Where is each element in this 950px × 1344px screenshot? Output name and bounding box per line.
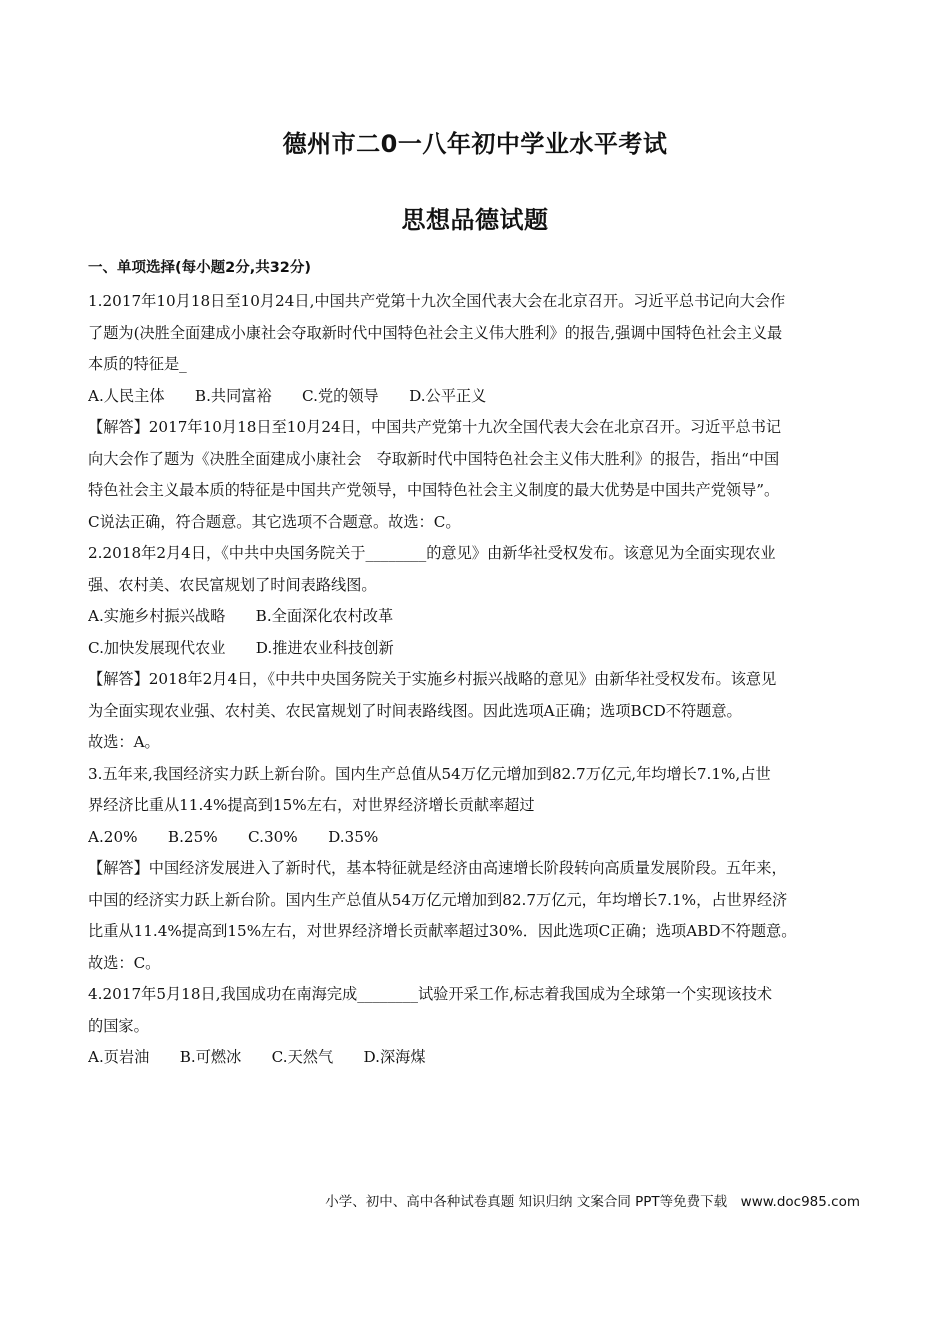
text-line: 的国家。 — [88, 1016, 149, 1035]
text-line: 3.五年来,我国经济实力跃上新台阶。国内生产总值从54万亿元增加到82.7万亿元,年均增长7.1%,占世 — [88, 764, 771, 783]
question-content — [88, 286, 868, 1074]
text-line: 1.2017年10月18日至10月24日,中国共产党第十九次全国代表大会在北京召开。习近平总书记向大会作 — [88, 292, 786, 310]
text-line: 本质的特征是_ — [88, 355, 187, 373]
text-line: 特色社会主义最本质的特征是中国共产党领导，中国特色社会主义制度的最大优势是中国共产党领导”。 — [88, 481, 780, 499]
text-line: 比重从11.4%提高到15%左右，对世界经济增长贡献率超过30%．因此选项C正确；选项ABD不符题意。 — [88, 922, 797, 940]
text-line: 故选：A。 — [88, 733, 160, 751]
page-title: 德州市二0一八年初中学业水平考试 — [282, 130, 668, 158]
answer-options: A.页岩油 B.可燃冰 C.天然气 D.深海煤 — [88, 1048, 426, 1066]
section-heading: 一、单项选择(每小题2分,共32分) — [88, 260, 312, 276]
text-line: 中国的经济实力跃上新台阶。国内生产总值从54万亿元增加到82.7万亿元，年均增长7.1%，占世界经济 — [88, 890, 788, 909]
text-line: 强、农村美、农民富规划了时间表路线图。 — [88, 575, 377, 594]
answer-options: C.加快发展现代农业 D.推进农业科技创新 — [88, 638, 394, 657]
text-line: 界经济比重从11.4%提高到15%左右，对世界经济增长贡献率超过 — [88, 796, 535, 814]
page-subtitle: 思想品德试题 — [401, 206, 549, 234]
text-line: C说法正确，符合题意。其它选项不合题意。故选：C。 — [88, 512, 461, 531]
text-line: 4.2017年5月18日,我国成功在南海完成________试验开采工作,标志着我国成为全球第一个实现该技术 — [88, 985, 773, 1003]
text-line: 【解答】中国经济发展进入了新时代，基本特征就是经济由高速增长阶段转向高质量发展阶段。五年来， — [88, 859, 787, 877]
text-line: 了题为(决胜全面建成小康社会夺取新时代中国特色社会主义伟大胜利》的报告,强调中国特色社会主义最 — [88, 323, 783, 342]
text-line: 故选：C。 — [88, 953, 161, 972]
text-line: 【解答】2018年2月4日，《中共中央国务院关于实施乡村振兴战略的意见》由新华社受权发布。该意见 — [88, 670, 777, 688]
answer-options: A.实施乡村振兴战略 B.全面深化农村改革 — [88, 607, 394, 625]
footer-watermark: 小学、初中、高中各种试卷真题 知识归纳 文案合同 PPT等免费下载 www.doc985.com — [325, 1194, 860, 1210]
text-line: 为全面实现农业强、农村美、农民富规划了时间表路线图。因此选项A正确；选项BCD不符题意。 — [88, 701, 742, 720]
answer-options: A.20% B.25% C.30% D.35% — [88, 827, 379, 846]
text-line: 向大会作了题为《决胜全面建成小康社会 夺取新时代中国特色社会主义伟大胜利》的报告，指出“中国 — [88, 449, 780, 468]
text-line: 2.2018年2月4日，《中共中央国务院关于________的意见》由新华社受权发布。该意见为全面实现农业 — [88, 544, 776, 562]
answer-options: A.人民主体 B.共同富裕 C.党的领导 D.公平正义 — [88, 386, 487, 405]
text-line: 【解答】2017年10月18日至10月24日，中国共产党第十九次全国代表大会在北京召开。习近平总书记 — [88, 418, 782, 436]
